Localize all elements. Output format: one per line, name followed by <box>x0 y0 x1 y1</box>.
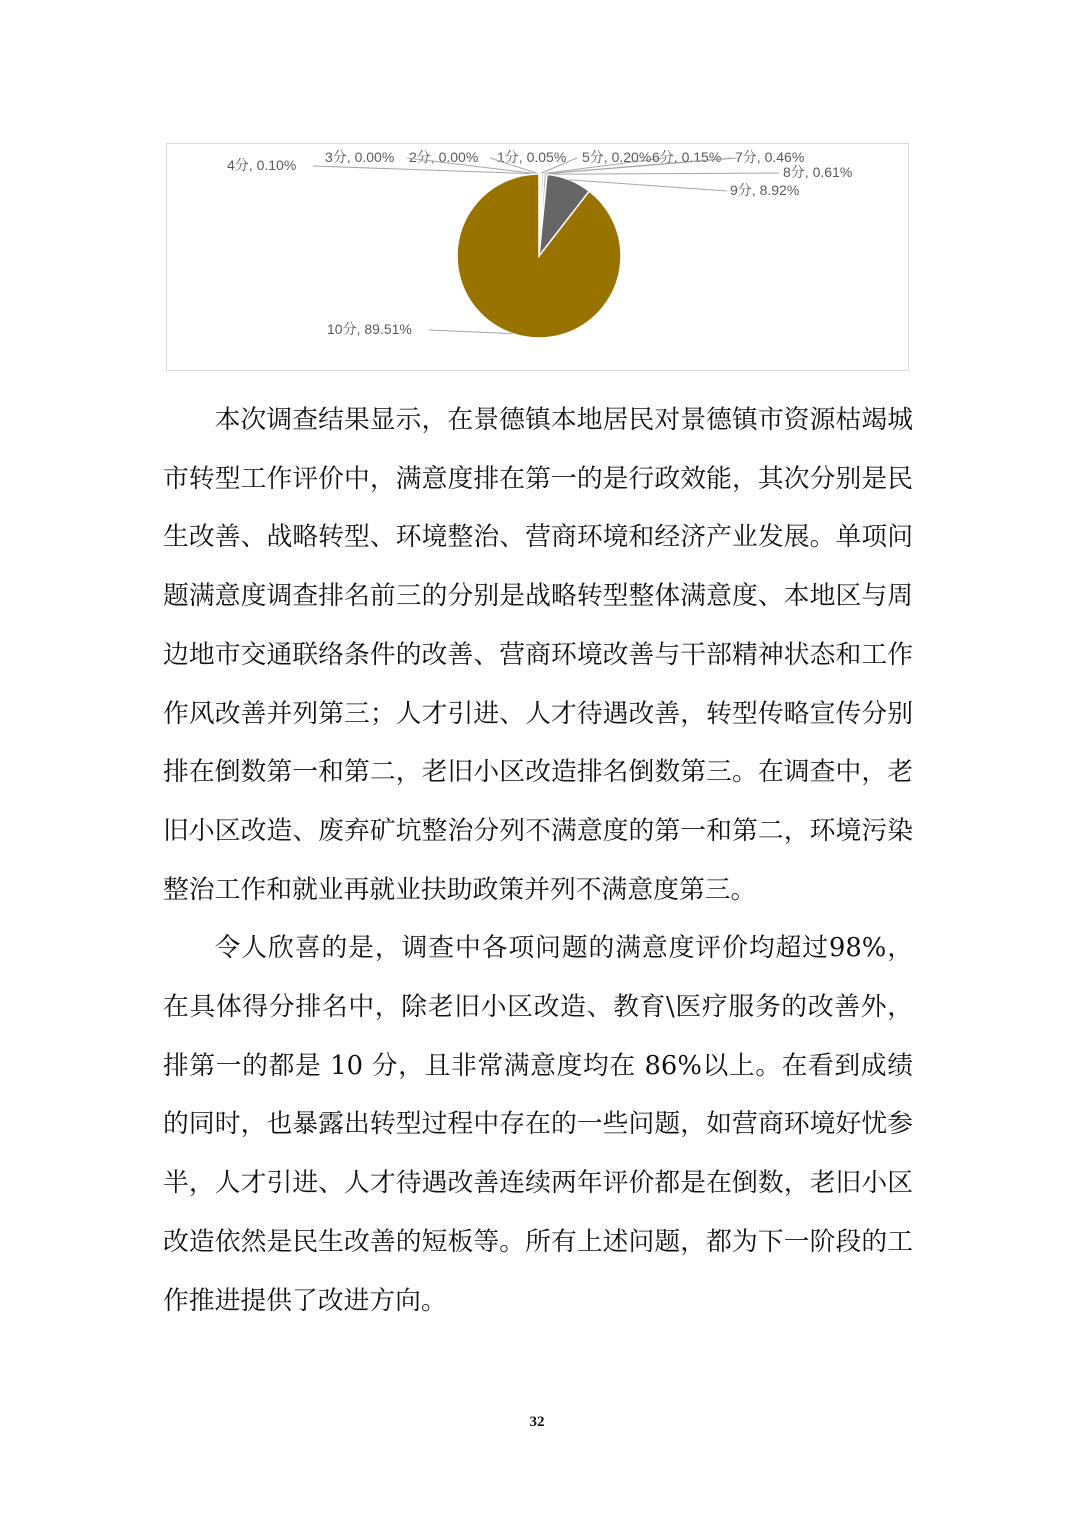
data-label-10分: 10分, 89.51% <box>327 321 412 337</box>
data-label-8分: 8分, 0.61% <box>783 164 853 180</box>
data-label-4分: 4分, 0.10% <box>227 157 297 173</box>
data-label-9分: 9分, 8.92% <box>730 182 800 198</box>
pie-chart-svg <box>167 144 910 372</box>
data-label-3分: 3分, 0.00% <box>325 149 395 165</box>
leader-line-9分 <box>569 180 727 191</box>
leader-line-8分 <box>546 173 779 174</box>
data-label-1分: 1分, 0.05% <box>497 149 567 165</box>
data-label-6分: 6分, 0.15% <box>652 149 722 165</box>
data-label-2分: 2分, 0.00% <box>409 149 479 165</box>
leader-line-10分 <box>429 330 512 334</box>
data-label-7分: 7分, 0.46% <box>735 149 805 165</box>
paragraph-2: 令人欣喜的是，调查中各项问题的满意度评价均超过98%，在具体得分排名中，除老旧小区改造、教育\医疗服务的改善外，排第一的都是 10 分，且非常满意度均在 86%以上。在看到成绩的同时，也暴露出转型过程中存在的一些问题，如营商环境好忧参半，人才引进、人才待遇改善连续两年评价都是在倒数，老旧小区改造依然是民生改善的短板等。所有上述问题，都为下一阶段的工作推进提供了改进方向。 <box>163 933 913 1316</box>
paragraph-1: 本次调查结果显示，在景德镇本地居民对景德镇市资源枯竭城市转型工作评价中，满意度排在第一的是行政效能，其次分别是民生改善、战略转型、环境整治、营商环境和经济产业发展。单项问题满意度调查排名前三的分别是战略转型整体满意度、本地区与周边地市交通联络条件的改善、营商环境改善与干部精神状态和工作作风改善并列第三；人才引进、人才待遇改善，转型传略宣传分别排在倒数第一和第二，老旧小区改造排名倒数第三。在调查中，老旧小区改造、废弃矿坑整治分列不满意度的第一和第二，环境污染整治工作和就业再就业扶助政策并列不满意度第三。 <box>163 405 913 905</box>
pie-chart <box>166 143 909 371</box>
body-text <box>163 391 913 1330</box>
pie-slice-10分 <box>457 174 621 338</box>
data-label-5分: 5分, 0.20% <box>582 149 652 165</box>
page-number: 32 <box>529 1414 545 1430</box>
